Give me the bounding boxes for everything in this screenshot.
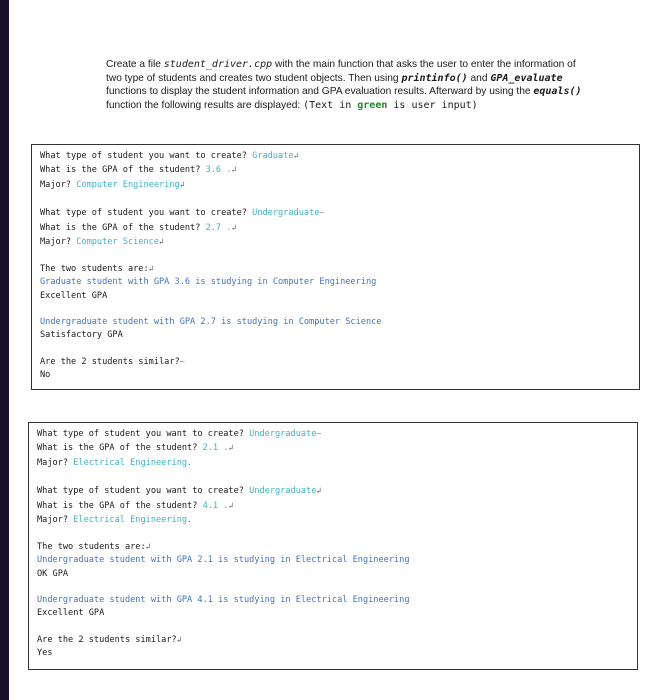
- user-input: Graduate: [252, 151, 294, 161]
- console-line: [37, 457, 192, 469]
- console-line: [40, 263, 153, 275]
- console-line: [40, 207, 324, 219]
- output-text: The two students are:: [40, 264, 149, 274]
- enter-mark: –: [179, 357, 185, 366]
- console-line: [37, 442, 233, 454]
- enter-mark: ↲: [148, 264, 154, 273]
- user-input: Electrical Engineering: [73, 458, 188, 468]
- gpa-evaluate-function: GPA_evaluate: [490, 72, 563, 84]
- user-input: Undergraduate: [252, 208, 320, 218]
- instructions-paragraph: [106, 58, 586, 112]
- printinfo-function: printinfo(): [401, 72, 468, 84]
- enter-mark: ↲: [293, 151, 299, 160]
- console-line: [37, 500, 233, 512]
- enter-mark: .: [187, 515, 192, 524]
- user-input: 2.1 .: [202, 443, 229, 453]
- console-line: [40, 150, 298, 162]
- gpa-evaluation-2: Excellent GPA: [37, 608, 105, 618]
- enter-mark: ↲: [228, 443, 234, 452]
- student-info-1: Undergraduate student with GPA 2.1 is studying in Electrical Engineering: [37, 555, 410, 565]
- console-line: [40, 222, 236, 234]
- prompt-text: Major?: [37, 515, 74, 525]
- user-input: 4.1 .: [202, 501, 229, 511]
- enter-mark: ↲: [231, 223, 237, 232]
- prompt-text: What type of student you want to create?: [37, 486, 250, 496]
- user-input: 3.6 .: [205, 165, 232, 175]
- console-output-1: [31, 144, 640, 390]
- gpa-evaluation-1: OK GPA: [37, 569, 69, 579]
- user-input: Computer Engineering: [76, 180, 180, 190]
- user-input: Electrical Engineering: [73, 515, 188, 525]
- prompt-text: Major?: [40, 237, 77, 247]
- prompt-text: Major?: [37, 458, 74, 468]
- enter-mark: ↲: [231, 165, 237, 174]
- user-input: 2.7 .: [205, 223, 232, 233]
- student-info-2: Undergraduate student with GPA 4.1 is studying in Electrical Engineering: [37, 595, 410, 605]
- console-line: [40, 236, 164, 248]
- console-line: [40, 164, 236, 176]
- prompt-text: What type of student you want to create?: [40, 151, 253, 161]
- similar-answer: Yes: [37, 648, 53, 658]
- green-word: green: [357, 99, 388, 111]
- gpa-evaluation-1: Excellent GPA: [40, 291, 108, 301]
- console-line: [40, 179, 185, 191]
- prompt-text: What is the GPA of the student?: [40, 165, 206, 175]
- gpa-evaluation-2: Satisfactory GPA: [40, 330, 123, 340]
- enter-mark: ↲: [176, 635, 182, 644]
- text: function the following results are displayed:: [106, 99, 304, 111]
- console-line: [40, 356, 185, 368]
- console-line: [37, 485, 321, 497]
- user-input: Computer Science: [76, 237, 160, 247]
- output-text: Are the 2 students similar?: [40, 357, 180, 367]
- student-info-1: Graduate student with GPA 3.6 is studying in Computer Engineering: [40, 277, 377, 287]
- console-line: [37, 634, 182, 646]
- prompt-text: What type of student you want to create?: [37, 429, 250, 439]
- text: (Text in: [303, 99, 358, 111]
- text: functions to display the student information and GPA evaluation results. Afterward by using the: [106, 86, 534, 98]
- left-edge-bar: [0, 0, 9, 700]
- user-input: Undergraduate: [249, 486, 317, 496]
- enter-mark: –: [316, 429, 322, 438]
- prompt-text: What is the GPA of the student?: [37, 443, 203, 453]
- file-name: student_driver.cpp: [163, 59, 273, 70]
- console-line: [37, 541, 150, 553]
- text: Create a file: [106, 59, 164, 70]
- prompt-text: What type of student you want to create?: [40, 208, 253, 218]
- prompt-text: What is the GPA of the student?: [37, 501, 203, 511]
- enter-mark: ↲: [145, 542, 151, 551]
- enter-mark: ↲: [228, 501, 234, 510]
- console-output-2: [28, 422, 638, 670]
- enter-mark: –: [319, 208, 325, 217]
- prompt-text: Major?: [40, 180, 77, 190]
- enter-mark: .: [187, 458, 192, 467]
- text: is user input): [387, 99, 478, 111]
- output-text: The two students are:: [37, 542, 146, 552]
- console-line: [37, 514, 192, 526]
- user-input: Undergraduate: [249, 429, 317, 439]
- student-info-2: Undergraduate student with GPA 2.7 is studying in Computer Science: [40, 317, 382, 327]
- equals-function: equals(): [533, 86, 582, 98]
- enter-mark: ↲: [159, 237, 164, 246]
- console-line: [37, 428, 321, 440]
- text: and: [467, 72, 491, 84]
- text: with the main function that asks the user to enter the information of two type of students and creates two student objects. Then using: [106, 59, 576, 84]
- enter-mark: ↲: [316, 486, 322, 495]
- enter-mark: ↲: [179, 180, 185, 189]
- output-text: Are the 2 students similar?: [37, 635, 177, 645]
- similar-answer: No: [40, 370, 51, 380]
- prompt-text: What is the GPA of the student?: [40, 223, 206, 233]
